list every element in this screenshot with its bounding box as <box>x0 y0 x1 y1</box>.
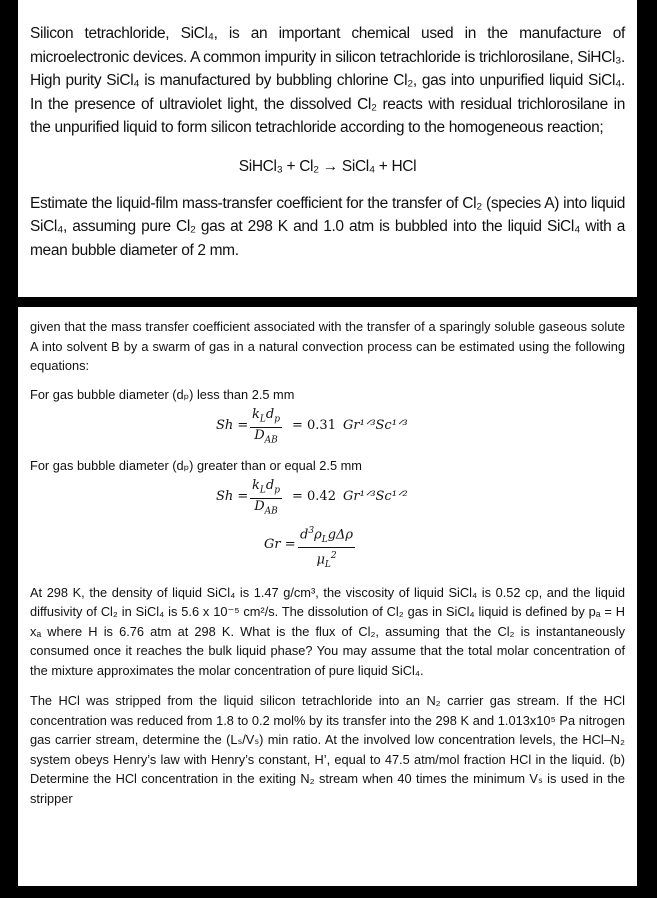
problem-paragraph-2: Estimate the liquid-film mass-transfer coefficient for the transfer of Cl₂ (species A) into liquid SiCl₄, assuming pure Cl₂ gas at 298 K and 1.0 atm is bubbled into the liquid SiCl₄ with a mean bubble diameter of 2 mm. <box>30 194 625 259</box>
problem-statement-panel <box>18 0 637 297</box>
sh-rhs-coefficient: = 0.42 <box>292 488 336 504</box>
gr-lhs: Gr = <box>264 536 296 552</box>
problem-paragraph-1: Silicon tetrachloride, SiCl₄, is an important chemical used in the manufacture of microelectronic devices. A common impurity in silicon tetrachloride is trichlorosilane, SiHCl₃. High purity SiCl₄ is manufactured by bubbling chlorine Cl₂, gas into unpurified liquid SiCl₄. In the presence of ultraviolet light, the dissolved Cl₂ reacts with residual trichlorosilane in the unpurified liquid to form silicon tetrachloride according to the homogeneous reaction; <box>30 25 626 136</box>
properties-paragraph: At 298 K, the density of liquid SiCl₄ is 1.47 g/cm³, the viscosity of liquid SiCl₄ is 0.52 cp, and the liquid diffusivity of Cl₂ in SiCl₄ is 5.6 x 10⁻⁵ cm²/s. The dissolution of Cl₂ gas in SiCl₄ liquid is defined by pₐ = H xₐ where H is 6.76 atm at 298 K. What is the flux of Cl₂, assuming that the Cl₂ is instantaneously consumed once it reaches the bulk liquid phase? You may assume that the total molar concentration of the mixture approximates the molar concentration of pure liquid SiCl₄. <box>30 584 625 678</box>
sh-rhs-terms: Gr¹ᐟ³Sc¹ᐟ³ <box>343 417 408 433</box>
sherwood-equation-small <box>30 404 625 452</box>
sh-lhs: Sh = <box>216 488 249 504</box>
given-information-panel <box>18 307 637 886</box>
sh-fraction: $k_Ld_p$ $D_{AB}$ <box>252 406 280 446</box>
sherwood-equation-large <box>30 475 625 523</box>
case-large-bubble-label: For gas bubble diameter (dₚ) greater than or equal 2.5 mm <box>30 457 362 473</box>
sh-rhs-terms: Gr¹ᐟ³Sc¹ᐟ² <box>343 488 408 504</box>
sh-fraction: $k_Ld_p$ $D_{AB}$ <box>252 477 280 517</box>
sh-lhs: Sh = <box>216 417 249 433</box>
reaction-equation: SiHCl₃ + Cl₂ → SiCl₄ + HCl <box>238 157 417 175</box>
stripping-paragraph: The HCl was stripped from the liquid silicon tetrachloride into an N₂ carrier gas stream. If the HCl concentration was reduced from 1.8 to 0.2 mol% by its transfer into the 298 K and 1.013x10⁵ Pa nitrogen gas carrier stream, determine the (Lₛ/Vₛ) min ratio. At the involved low concentration levels, the HCl–N₂ system obeys Henry’s law with Henry’s constant, H’, equal to 47.5 atm/mol fraction HCl in the liquid. (b) Determine the HCl concentration in the exiting N₂ stream when 40 times the minimum Vₛ is used in the stripper <box>30 693 625 806</box>
grashof-equation <box>30 523 625 575</box>
gr-fraction: $d^3\rho_Lg\Delta\rho$ $\mu_L^2$ <box>298 523 355 574</box>
case-small-bubble-label: For gas bubble diameter (dₚ) less than 2.5 mm <box>30 386 295 402</box>
sh-rhs-coefficient: = 0.31 <box>292 417 336 433</box>
intro-paragraph: given that the mass transfer coefficient associated with the transfer of a sparingly soluble gaseous solute A into solvent B by a swarm of gas in a natural convection process can be estimated using the following equations: <box>30 319 625 373</box>
